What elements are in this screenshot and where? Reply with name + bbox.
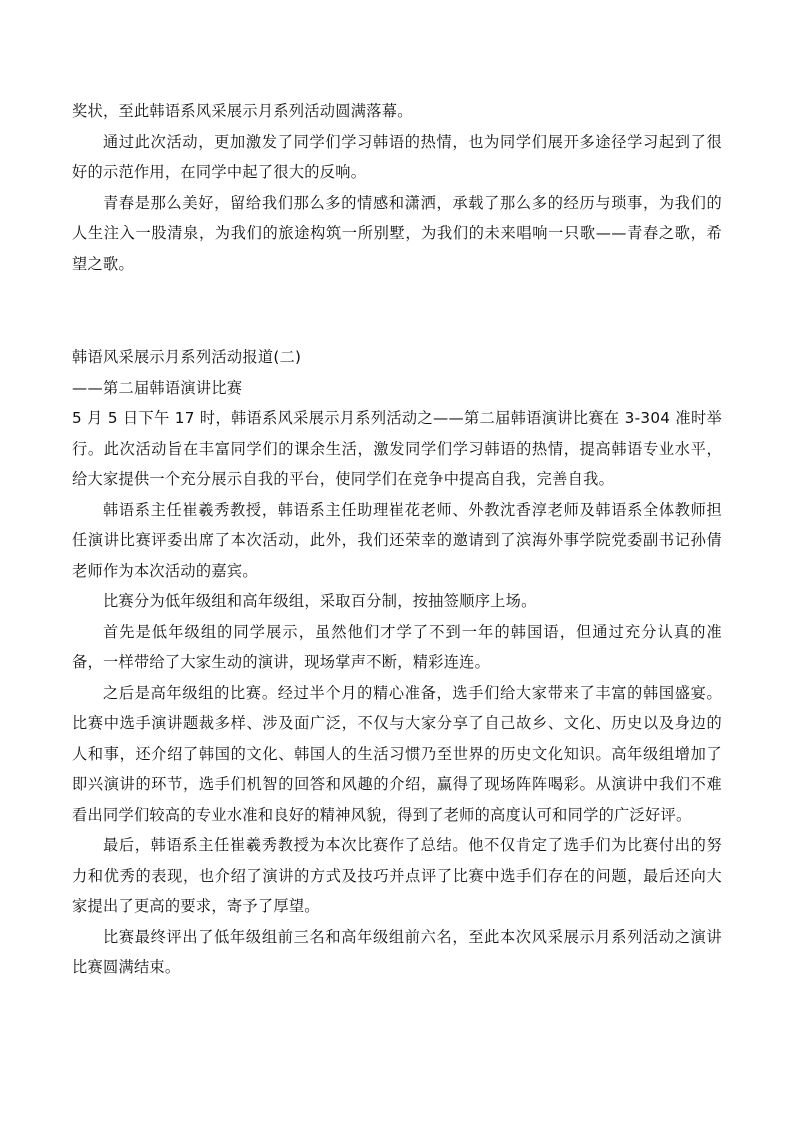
- report-subtitle: ——第二届韩语演讲比赛: [72, 378, 243, 397]
- report-title: 韩语风采展示月系列活动报道(二): [72, 348, 302, 366]
- paragraph-format: 比赛分为低年级组和高年级组，采取百分制，按抽签顺序上场。: [103, 592, 537, 610]
- paragraph-activity-effect: 通过此次活动，更加激发了同学们学习韩语的热情，也为同学们展开多途径学习起到了很好的示范作用，在同学中起了很大的反响。: [72, 132, 722, 181]
- paragraph-senior-group: 之后是高年级组的比赛。经过半个月的精心准备，选手们给大家带来了丰富的韩国盛宴。比赛中选手演讲题裁多样、涉及面广泛，不仅与大家分享了自己故乡、文化、历史以及身边的人和事，还介绍了韩国的文化、韩国人的生活习惯乃至世界的历史文化知识。高年级组增加了即兴演讲的环节，选手们机智的回答和风趣的介绍，赢得了现场阵阵喝彩。从演讲中我们不难看出同学们较高的专业水准和良好的精神风貌，得到了老师的高度认可和同学的广泛好评。: [72, 683, 722, 824]
- paragraph-judges: 韩语系主任崔羲秀教授，韩语系主任助理崔花老师、外教沈香淳老师及韩语系全体教师担任演讲比赛评委出席了本次活动，此外，我们还荣幸的邀请到了滨海外事学院党委副书记孙倩老师作为本次活动的嘉宾。: [72, 500, 722, 580]
- paragraph-youth: 青春是那么美好，留给我们那么多的情感和潇洒，承载了那么多的经历与琐事，为我们的人生注入一股清泉，为我们的旅途构筑一所别墅，为我们的未来唱响一只歌——青春之歌，希望之歌。: [72, 193, 722, 273]
- document-page: [72, 96, 722, 983]
- section-gap: [72, 279, 722, 342]
- paragraph-summary: 最后，韩语系主任崔羲秀教授为本次比赛作了总结。他不仅肯定了选手们为比赛付出的努力和优秀的表现，也介绍了演讲的方式及技巧并点评了比赛中选手们存在的问题，最后还向大家提出了更高的要求，寄予了厚望。: [72, 836, 722, 915]
- paragraph-event-intro: 5 月 5 日下午 17 时，韩语系风采展示月系列活动之——第二届韩语演讲比赛在 3-304 准时举行。此次活动旨在丰富同学们的课余生活，激发同学们学习韩语的热情，提高韩语专业水平，给大家提供一个充分展示自我的平台，使同学们在竞争中提高自我，完善自我。: [72, 409, 722, 488]
- paragraph-junior-group: 首先是低年级组的同学展示，虽然他们才学了不到一年的韩国语，但通过充分认真的准备，一样带给了大家生动的演讲，现场掌声不断，精彩连连。: [72, 622, 722, 671]
- paragraph-award-ending: 奖状，至此韩语系风采展示月系列活动圆满落幕。: [72, 102, 413, 120]
- paragraph-results: 比赛最终评出了低年级组前三名和高年级组前六名，至此本次风采展示月系列活动之演讲比赛圆满结束。: [72, 927, 722, 976]
